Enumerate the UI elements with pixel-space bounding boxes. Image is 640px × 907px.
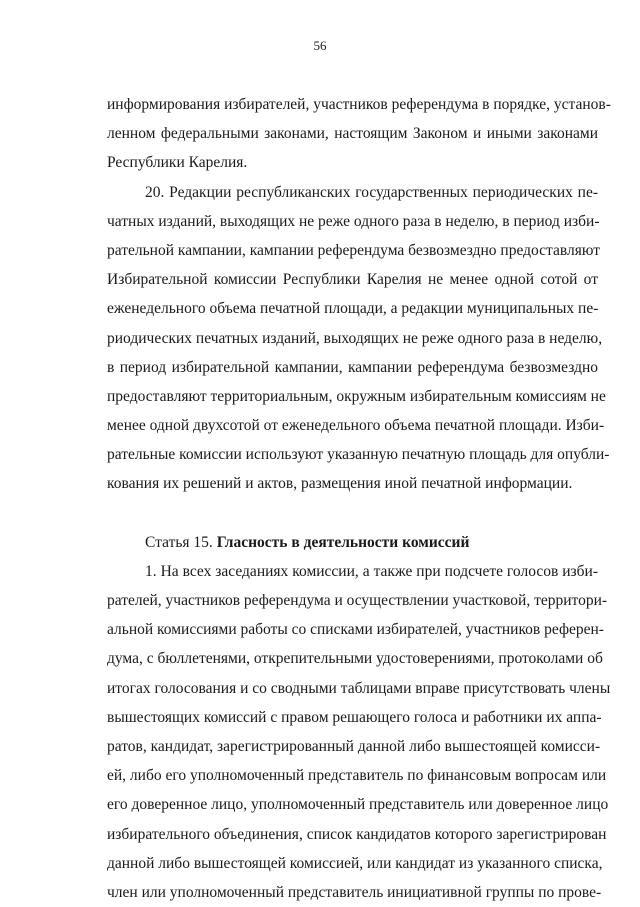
text-line: альной комиссиями работы со списками избирателей, участников референ- [107, 621, 604, 639]
text-line: ратов, кандидат, зарегистрированный данной либо вышестоящей комисси- [107, 737, 601, 755]
article-title: Гласность в деятельности комиссий [216, 533, 470, 551]
article-number: Статья 15. [145, 533, 217, 551]
text-line: 20. Редакции республиканских государственных периодических пе- [145, 183, 598, 201]
text-line: в период избирательной кампании, кампании референдума безвозмездно [107, 358, 598, 376]
text-line: рателей, участников референдума и осуществлении участковой, территори- [107, 592, 608, 609]
paragraph-continuation [107, 90, 611, 178]
text-line: Республики Карелия. [107, 154, 248, 172]
text-line: риодических печатных изданий, выходящих не реже одного раза в неделю, [107, 329, 603, 347]
text-line: Избирательной комиссии Республики Карелия не менее одной сотой от [107, 271, 598, 289]
text-line: данной либо вышестоящей комиссией, или кандидат из указанного списка, [107, 854, 603, 872]
article-heading [107, 528, 598, 557]
text-line: его доверенное лицо, уполномоченный представитель или доверенное лицо [107, 796, 609, 814]
text-line: ленном федеральными законами, настоящим Законом и иными законами [107, 125, 598, 143]
text-line: дума, с бюллетенями, открепительными удостоверениями, протоколами об [107, 650, 603, 668]
text-line: еженедельного объема печатной площади, а редакции муниципальных пе- [107, 300, 599, 318]
paragraph-item-20 [107, 178, 610, 499]
text-line: информирования избирателей, участников референдума в порядке, установ- [107, 96, 611, 113]
document-body [107, 90, 611, 907]
text-line: предоставляют территориальным, окружным избирательным комиссиям не [107, 387, 606, 405]
paragraph-article-item-1 [107, 557, 611, 907]
text-line: кования их решений и актов, размещения иной печатной информации. [107, 475, 573, 493]
text-line: избирательного объединения, список кандидатов которого зарегистрирован [107, 825, 607, 843]
text-line: чатных изданий, выходящих не реже одного раза в неделю, в период изби- [107, 212, 600, 230]
paragraph-spacer [107, 499, 598, 528]
text-line: ей, либо его уполномоченный представитель по финансовым вопросам или [107, 767, 607, 785]
page-number: 56 [313, 38, 327, 53]
text-line: член или уполномоченный представитель инициативной группы по прове- [107, 883, 602, 901]
text-line: 1. На всех заседаниях комиссии, а также при подсчете голосов изби- [145, 562, 598, 580]
text-line: вышестоящих комиссий с правом решающего голоса и работники их аппа- [107, 708, 602, 726]
text-line: рательные комиссии используют указанную печатную площадь для опубли- [107, 446, 610, 464]
text-line: итогах голосования и со сводными таблицами вправе присутствовать члены [107, 679, 611, 697]
text-line: рательной кампании, кампании референдума безвозмездно предоставляют [107, 241, 601, 259]
text-line: менее одной двухсотой от еженедельного объема печатной площади. Изби- [107, 417, 605, 435]
